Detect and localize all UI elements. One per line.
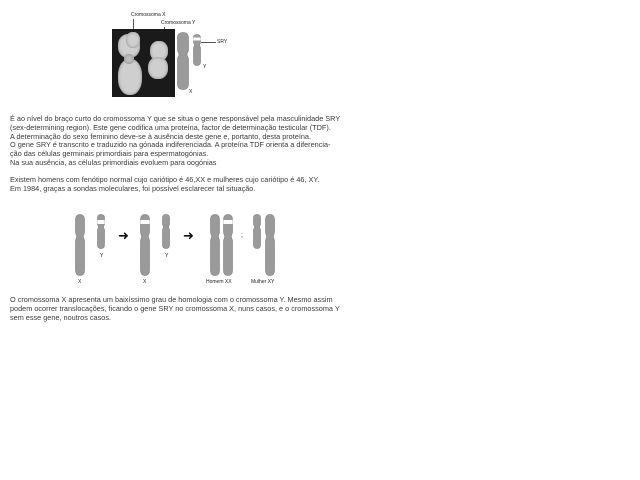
chromosome-y-schematic (193, 34, 201, 66)
label-sry: SRY (217, 39, 228, 45)
text-line: O gene SRY é transcrito e traduzido na gónada indiferenciada. A proteína TDF orienta a diferencia- (10, 140, 331, 150)
paragraph-translocation (10, 296, 340, 322)
text-line: sem esse gene, noutros casos. (10, 312, 111, 322)
text-line: Em 1984, graças a sondas moleculares, foi possível esclarecer tal situação. (10, 183, 256, 193)
paragraph-karyotype (10, 176, 319, 194)
chromosome-x-step2 (140, 214, 150, 276)
label-y-step2: Y (165, 253, 169, 259)
chromosome-xy-mulher-y (265, 214, 275, 276)
paragraph-sry-gene (10, 115, 340, 168)
label-cromossoma-y: Cromossoma Y (161, 20, 196, 26)
chromosome-y-step1 (97, 214, 105, 249)
chromosome-xy-mulher-x (253, 214, 261, 249)
text-line: podem ocorrer translocações, ficando o gene SRY no cromossoma X, nuns casos, e o cromossoma Y (10, 303, 340, 313)
text-line: Existem homens com fenótipo normal cujo cariótipo é 46,XX e mulheres cujo cariótipo é 46, XY. (10, 175, 320, 184)
letter-y: Y (203, 64, 207, 70)
label-homem-xx: Homem XX (206, 279, 232, 285)
chromosome-x-step1 (75, 214, 85, 276)
label-y-step1: Y (100, 253, 104, 259)
karyotype-micrograph (112, 29, 175, 97)
text-line: ção das células germinais primordiais para espermatogónias. (10, 149, 209, 159)
separator: ; (241, 232, 243, 239)
text-line: É ao nível do braço curto do cromossoma Y que se situa o gene responsável pela masculinidade SRY (10, 114, 341, 123)
chromosome-y-step2 (162, 214, 170, 249)
chromosome-xx-homem-2 (223, 214, 233, 276)
text-line: (sex-determining region). Este gene codifica uma proteína, factor de determinação testicular (TDF). (10, 122, 331, 132)
label-mulher-xy: Mulher XY (251, 279, 275, 285)
label-x-step2: X (143, 279, 147, 285)
label-cromossoma-x: Cromossoma X (131, 12, 166, 18)
label-x-step1: X (78, 279, 82, 285)
arrow-right-icon: ➜ (183, 228, 194, 243)
text-line: Na sua ausência, as células primordiais evoluem para oogónias (10, 157, 217, 167)
chromosome-xx-homem-1 (210, 214, 220, 276)
text-line: O cromossoma X apresenta um baixíssimo grau de homologia com o cromossoma Y. Mesmo assim (10, 295, 333, 304)
chromosome-x-schematic (177, 32, 189, 90)
leader-line-sry (201, 42, 216, 43)
arrow-right-icon: ➜ (118, 228, 129, 243)
letter-x: X (189, 89, 193, 95)
text-line: A determinação do sexo feminino deve-se à ausência deste gene e, portanto, desta proteína. (10, 131, 311, 141)
